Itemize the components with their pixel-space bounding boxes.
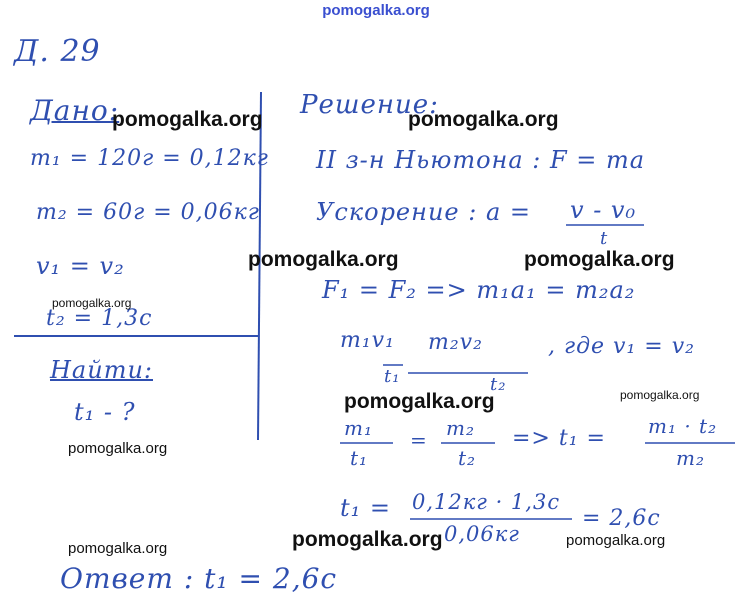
eq3-equals: = (410, 428, 428, 452)
watermark-small: pomogalka.org (566, 532, 666, 549)
given-line-velocity: v₁ = v₂ (36, 252, 125, 280)
equation-forces: F₁ = F₂ => m₁a₁ = m₂a₂ (322, 276, 636, 304)
watermark: pomogalka.org (408, 108, 559, 131)
watermark-small: pomogalka.org (620, 388, 700, 402)
eq2-right-numerator: m₂v₂ (428, 330, 483, 355)
eq3-b-numerator: m₂ (446, 416, 475, 440)
watermark-small: pomogalka.org (52, 296, 132, 310)
eq2-condition: , где v₁ = v₂ (548, 334, 695, 359)
acceleration-label: Ускорение : a = (316, 198, 531, 226)
watermark: pomogalka.org (344, 390, 495, 413)
given-line-mass1: m₁ = 120г = 0,12кг (30, 146, 269, 171)
find-heading: Найти: (50, 356, 153, 384)
given-line-mass2: m₂ = 60г = 0,06кг (36, 200, 260, 225)
watermark: pomogalka.org (292, 528, 443, 551)
watermark: pomogalka.org (248, 248, 399, 271)
newton-law: II з-н Ньютона : F = ma (316, 146, 646, 174)
eq3-c-numerator: m₁ · t₂ (648, 414, 718, 438)
eq3-c-denominator: m₂ (676, 446, 705, 470)
eq3-b-denominator: t₂ (458, 446, 477, 470)
find-value: t₁ - ? (74, 398, 136, 426)
watermark: pomogalka.org (524, 248, 675, 271)
solution-heading: Решение: (300, 90, 439, 120)
acceleration-numerator: v - v₀ (570, 196, 637, 224)
eq4-result: = 2,6с (582, 506, 661, 531)
problem-number: Д. 29 (14, 34, 101, 69)
eq3-a-denominator: t₁ (350, 446, 369, 470)
eq3-result-lhs: => t₁ = (512, 426, 606, 451)
answer: Ответ : t₁ = 2,6с (60, 562, 338, 595)
watermark-small: pomogalka.org (68, 540, 168, 557)
eq2-left-denominator: t₁ (384, 366, 401, 387)
eq4-numerator: 0,12кг · 1,3с (412, 490, 561, 514)
eq4-lhs: t₁ = (340, 494, 392, 522)
watermark-small: pomogalka.org (68, 440, 168, 457)
eq3-a-numerator: m₁ (344, 416, 373, 440)
eq4-denominator: 0,06кг (444, 522, 520, 546)
given-heading: Дано: (30, 94, 120, 127)
given-line-time2: t₂ = 1,3с (46, 306, 153, 331)
eq2-left-numerator: m₁v₁ (340, 328, 395, 353)
eq2-right-denominator: t₂ (490, 374, 507, 395)
watermark: pomogalka.org (112, 108, 263, 131)
site-header: pomogalka.org (322, 2, 430, 19)
acceleration-denominator: t (600, 228, 609, 249)
